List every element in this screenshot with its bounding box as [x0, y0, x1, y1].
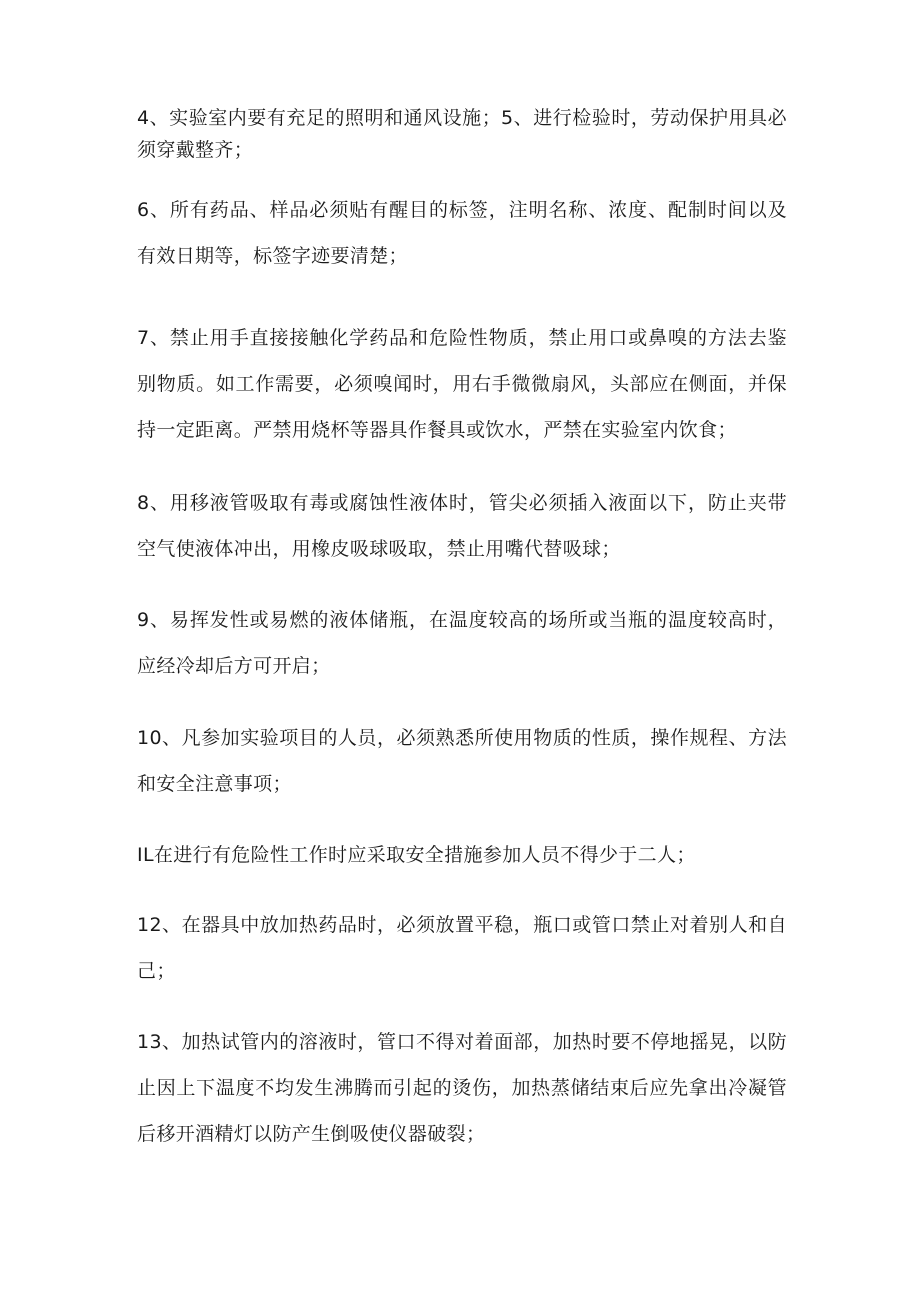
rule-paragraph-13: 13、加热试管内的溶液时，管口不得对着面部，加热时要不停地摇晃，以防止因上下温度不均发生沸腾而引起的烫伤，加热蒸储结束后应先拿出冷凝管后移开酒精灯以防产生倒吸使仪器破裂； — [137, 1031, 787, 1145]
rule-paragraph-9: 9、易挥发性或易燃的液体储瓶，在温度较高的场所或当瓶的温度较高时，应经冷却后方可开启； — [137, 609, 787, 677]
rule-paragraph-4-5: 4、实验室内要有充足的照明和通风设施；5、进行检验时，劳动保护用具必须穿戴整齐； — [137, 107, 787, 161]
rule-paragraph-8: 8、用移液管吸取有毒或腐蚀性液体时，管尖必须插入液面以下，防止夹带空气使液体冲出，用橡皮吸球吸取，禁止用嘴代替吸球； — [137, 492, 787, 560]
rule-paragraph-7: 7、禁止用手直接接触化学药品和危险性物质，禁止用口或鼻嗅的方法去鉴别物质。如工作需要，必须嗅闻时，用右手微微扇风，头部应在侧面，并保持一定距离。严禁用烧杯等器具作餐具或饮水，严禁在实验室内饮食； — [137, 327, 787, 441]
rule-paragraph-10: 10、凡参加实验项目的人员，必须熟悉所使用物质的性质，操作规程、方法和安全注意事项； — [137, 727, 787, 795]
rule-paragraph-11: IL在进行有危险性工作时应采取安全措施参加人员不得少于二人； — [137, 844, 696, 866]
rule-paragraph-12: 12、在器具中放加热药品时，必须放置平稳，瓶口或管口禁止对着别人和自己； — [137, 914, 787, 982]
rule-paragraph-6: 6、所有药品、样品必须贴有醒目的标签，注明名称、浓度、配制时间以及有效日期等，标签字迹要清楚； — [137, 199, 787, 267]
